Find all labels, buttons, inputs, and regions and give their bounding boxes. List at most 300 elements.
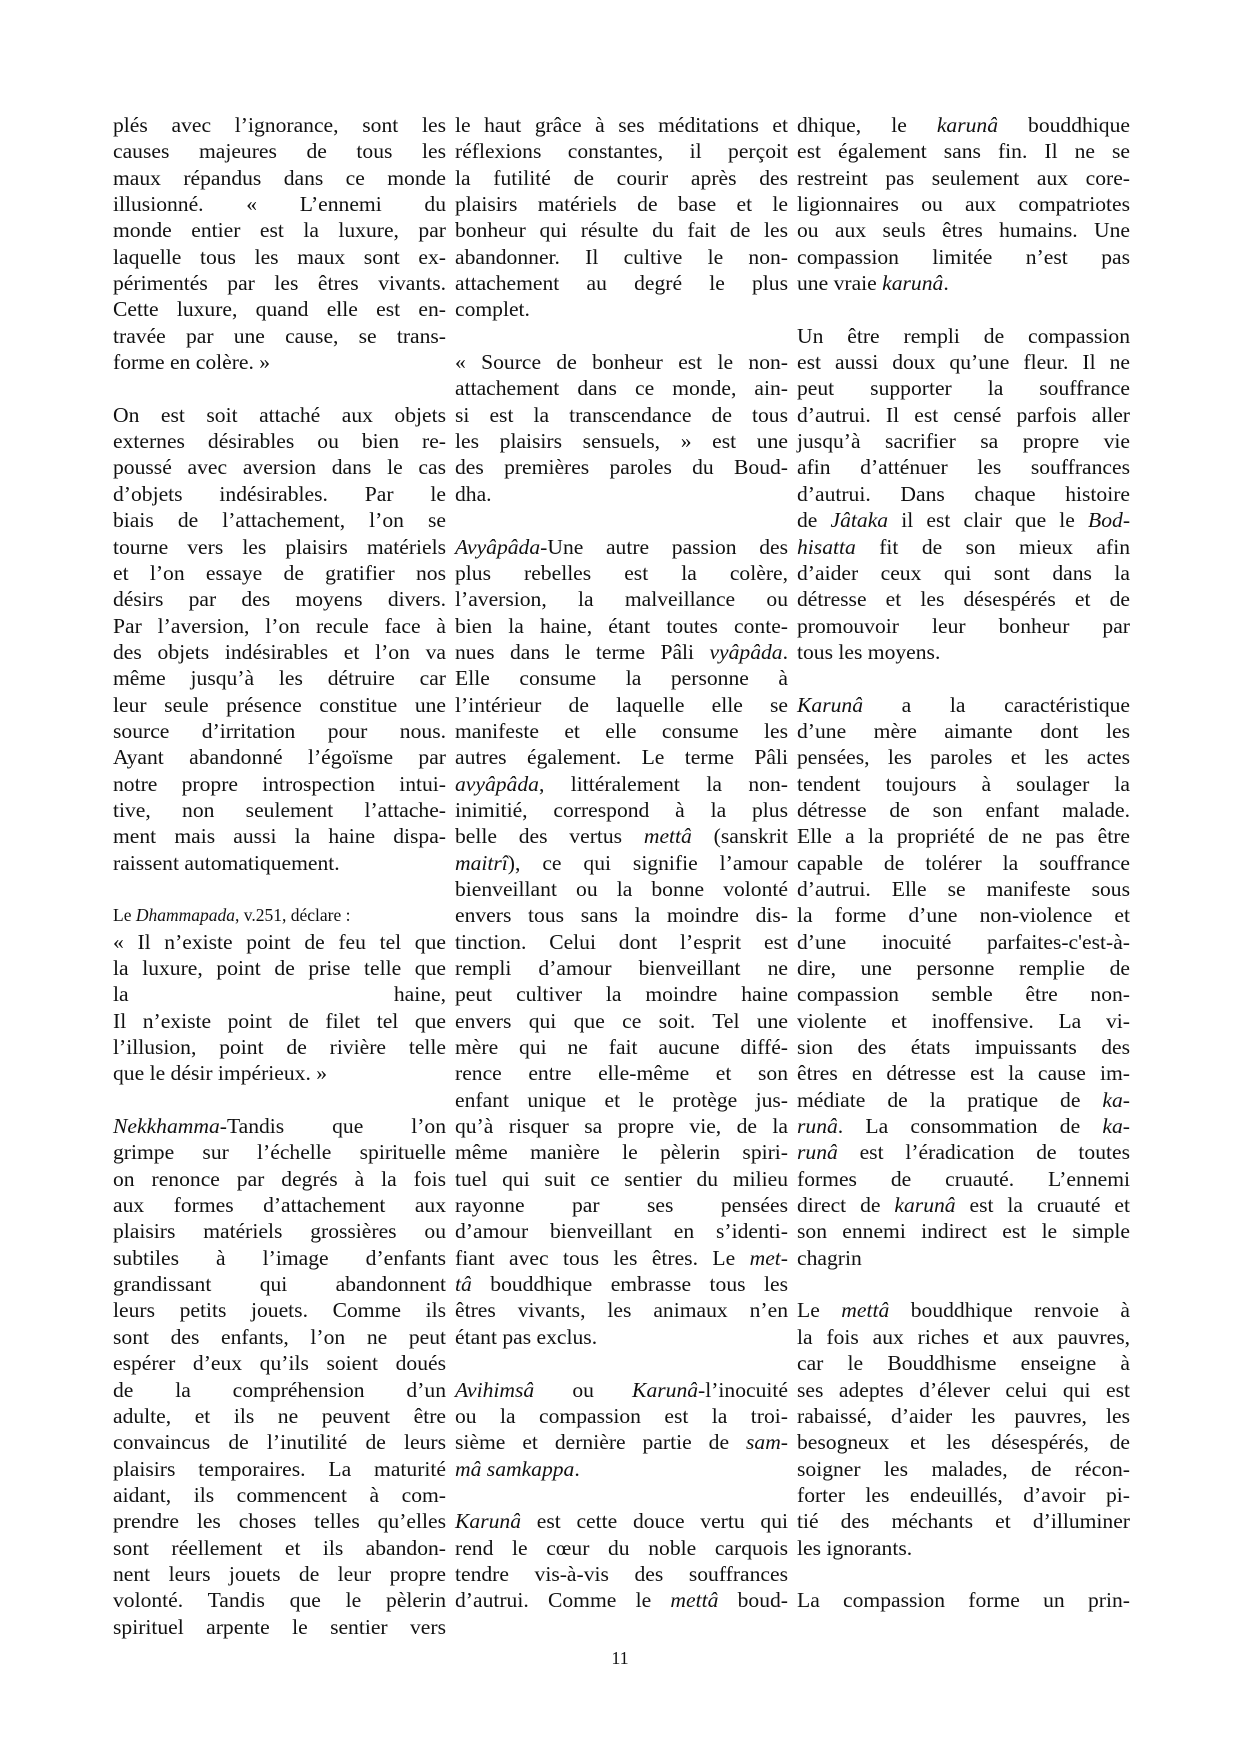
italic-term: Bod- bbox=[1088, 508, 1131, 533]
paragraph bbox=[455, 112, 788, 323]
text-run: des objets indésirables et l’on va bbox=[113, 639, 446, 664]
text-line bbox=[113, 296, 446, 322]
italic-term: met- bbox=[749, 1245, 788, 1270]
text-run: grimpe sur l’échelle spirituelle bbox=[113, 1140, 446, 1165]
text-line bbox=[797, 1377, 1130, 1403]
text-line bbox=[797, 1535, 1130, 1561]
text-line bbox=[113, 244, 446, 270]
paragraph bbox=[797, 1297, 1130, 1560]
text-run: les ignorants. bbox=[797, 1535, 913, 1560]
text-run: rabaissé, d’aider les pauvres, les bbox=[797, 1403, 1130, 1428]
text-line bbox=[797, 217, 1130, 243]
text-run: promouvoir leur bonheur par bbox=[797, 613, 1130, 638]
text-line bbox=[797, 507, 1130, 533]
italic-term: Avihimsâ bbox=[455, 1377, 535, 1402]
text-run: enfant unique et le protège jus- bbox=[455, 1087, 788, 1112]
text-run: . La consommation de bbox=[837, 1114, 1103, 1139]
text-run: la futilité de courir après des bbox=[455, 165, 788, 190]
text-line bbox=[113, 138, 446, 164]
text-run: de la compréhension d’un bbox=[113, 1377, 446, 1402]
text-line bbox=[797, 375, 1130, 401]
text-run: même jusqu’à les détruire car bbox=[113, 666, 446, 691]
text-line bbox=[113, 1614, 446, 1640]
text-run: manifeste et elle consume les bbox=[455, 718, 788, 743]
text-line bbox=[113, 560, 446, 586]
text-run: les plaisirs sensuels, » est une bbox=[455, 429, 788, 454]
text-line bbox=[455, 771, 788, 797]
paragraph bbox=[797, 692, 1130, 1272]
text-run: sont réellement et ils abandon- bbox=[113, 1535, 446, 1560]
italic-term: karunâ bbox=[894, 1193, 956, 1218]
text-run: périmentés par les êtres vivants. bbox=[113, 271, 446, 296]
text-run: Elle consume la personne à bbox=[455, 666, 788, 691]
text-run: l’aversion, la malveillance ou bbox=[455, 587, 788, 612]
text-line bbox=[113, 1403, 446, 1429]
text-line bbox=[113, 692, 446, 718]
text-run: direct de bbox=[797, 1193, 895, 1218]
text-line bbox=[113, 191, 446, 217]
text-line bbox=[455, 296, 788, 322]
text-run: aux formes d’attachement aux bbox=[113, 1193, 446, 1218]
text-run: est l’éradication de toutes bbox=[837, 1140, 1130, 1165]
text-line bbox=[455, 1508, 788, 1534]
text-run: attachement dans ce monde, ain- bbox=[455, 376, 788, 401]
text-line bbox=[797, 1508, 1130, 1534]
text-run: l’intérieur de laquelle elle se bbox=[455, 692, 788, 717]
text-run: rempli d’amour bienveillant ne bbox=[455, 956, 788, 980]
text-run: de bbox=[797, 508, 831, 533]
text-line bbox=[113, 454, 446, 480]
text-line bbox=[113, 1456, 446, 1482]
text-line bbox=[113, 217, 446, 243]
text-run: bonheur qui résulte du fait de les bbox=[455, 218, 788, 243]
text-line bbox=[455, 823, 788, 849]
text-line bbox=[797, 112, 1130, 138]
text-run: des premières paroles du Boud- bbox=[455, 455, 788, 480]
text-line bbox=[797, 1456, 1130, 1482]
text-line bbox=[797, 692, 1130, 718]
text-run: formes de cruauté. L’ennemi bbox=[797, 1166, 1130, 1191]
text-run: restreint pas seulement aux core- bbox=[797, 165, 1130, 190]
text-run: le haut grâce à ses méditations et bbox=[455, 113, 788, 137]
text-line bbox=[797, 1166, 1130, 1192]
text-line bbox=[797, 1324, 1130, 1350]
text-run: Ayant abandonné l’égoïsme par bbox=[113, 745, 446, 770]
text-run: tinction. Celui dont l’esprit est bbox=[455, 929, 788, 954]
text-run: sion des états impuissants des bbox=[797, 1035, 1130, 1060]
text-run: -l’inocuité bbox=[698, 1377, 788, 1402]
text-run: peut supporter la souffrance bbox=[797, 376, 1130, 401]
text-run: mère qui ne fait aucune diffé- bbox=[455, 1035, 788, 1060]
italic-term: Dhammapada bbox=[135, 905, 236, 926]
text-run: . bbox=[943, 271, 949, 296]
text-line bbox=[455, 1218, 788, 1244]
text-run: d’objets indésirables. Par le bbox=[113, 481, 446, 506]
text-run: et l’on essaye de gratifier nos bbox=[113, 560, 446, 585]
quote-attribution bbox=[113, 902, 446, 928]
text-run: . bbox=[574, 1456, 580, 1481]
text-run: est la cruauté et bbox=[955, 1193, 1130, 1218]
text-run: aidant, ils commencent à com- bbox=[113, 1482, 446, 1507]
text-run: ou aux seuls êtres humains. Une bbox=[797, 218, 1130, 243]
text-run: Le bbox=[797, 1298, 842, 1323]
text-line bbox=[455, 1429, 788, 1455]
text-run: d’aider ceux qui sont dans la bbox=[797, 560, 1130, 585]
text-run: maux répandus dans ce monde bbox=[113, 165, 446, 190]
text-run: travée par une cause, se trans- bbox=[113, 323, 446, 348]
text-run: une vraie bbox=[797, 271, 883, 296]
text-line bbox=[797, 1008, 1130, 1034]
text-line bbox=[797, 244, 1130, 270]
text-line bbox=[797, 191, 1130, 217]
italic-term: hisatta bbox=[797, 534, 856, 559]
text-line bbox=[455, 1113, 788, 1139]
text-line bbox=[797, 823, 1130, 849]
text-run: sont des enfants, l’on ne peut bbox=[113, 1324, 446, 1349]
text-run: la fois aux riches et aux pauvres, bbox=[797, 1324, 1130, 1349]
text-line bbox=[455, 1034, 788, 1060]
text-line bbox=[797, 428, 1130, 454]
text-line bbox=[797, 349, 1130, 375]
paragraph bbox=[455, 349, 788, 507]
text-line bbox=[113, 507, 446, 533]
paragraph bbox=[113, 112, 446, 375]
text-line bbox=[113, 718, 446, 744]
text-run: rend le cœur du noble carquois bbox=[455, 1535, 788, 1560]
text-run: Un être rempli de compassion bbox=[797, 323, 1130, 348]
text-run: envers tous sans la moindre dis- bbox=[455, 903, 788, 928]
paragraph bbox=[797, 112, 1130, 296]
text-run: tendre vis-à-vis des souffrances bbox=[455, 1561, 788, 1586]
text-line bbox=[797, 639, 1130, 665]
text-run: bouddhique renvoie à bbox=[889, 1298, 1130, 1323]
text-line bbox=[455, 270, 788, 296]
text-line bbox=[113, 1324, 446, 1350]
text-line bbox=[113, 1166, 446, 1192]
text-line bbox=[797, 1429, 1130, 1455]
text-run: grandissant qui abandonnent bbox=[113, 1272, 446, 1297]
italic-term: sam- bbox=[746, 1430, 788, 1455]
text-run: monde entier est la luxure, par bbox=[113, 218, 446, 243]
text-line bbox=[113, 823, 446, 849]
text-run: ligionnaires ou aux compatriotes bbox=[797, 192, 1130, 217]
text-line bbox=[455, 402, 788, 428]
text-line bbox=[797, 270, 1130, 296]
text-run: causes majeures de tous les bbox=[113, 139, 446, 164]
text-line bbox=[113, 744, 446, 770]
text-run: laquelle tous les maux sont ex- bbox=[113, 244, 446, 269]
text-line bbox=[455, 349, 788, 375]
text-run: d’une inocuité parfaites-c'est-à- bbox=[797, 929, 1130, 954]
text-run: raissent automatiquement. bbox=[113, 850, 340, 875]
text-run: plus rebelles est la colère, bbox=[455, 560, 788, 585]
text-run: d’autrui. Comme le bbox=[455, 1588, 671, 1613]
italic-term: Karunâ bbox=[797, 692, 863, 717]
text-line bbox=[455, 665, 788, 691]
text-column-3 bbox=[797, 112, 1130, 1640]
text-run: autres également. Le terme Pâli bbox=[455, 745, 788, 770]
text-run: forter les endeuillés, d’avoir pi- bbox=[797, 1482, 1130, 1507]
text-line bbox=[113, 665, 446, 691]
text-line bbox=[455, 481, 788, 507]
text-line bbox=[797, 454, 1130, 480]
text-run: tive, non seulement l’attache- bbox=[113, 797, 446, 822]
text-run: « Source de bonheur est le non- bbox=[455, 350, 788, 375]
paragraph bbox=[455, 534, 788, 1351]
text-line bbox=[113, 1350, 446, 1376]
text-run: tuel qui suit ce sentier du milieu bbox=[455, 1166, 788, 1191]
text-line bbox=[113, 1561, 446, 1587]
text-line bbox=[797, 138, 1130, 164]
text-line bbox=[797, 771, 1130, 797]
text-run: désirs par des moyens divers. bbox=[113, 587, 446, 612]
text-run: bien la haine, étant toutes conte- bbox=[455, 613, 788, 638]
text-column-1 bbox=[113, 112, 446, 1666]
italic-term: Karunâ bbox=[455, 1509, 521, 1534]
italic-term: mettâ bbox=[643, 824, 692, 849]
text-line bbox=[455, 375, 788, 401]
italic-term: Jâtaka bbox=[830, 508, 889, 533]
text-line bbox=[797, 1060, 1130, 1086]
text-line bbox=[797, 1297, 1130, 1323]
text-line bbox=[797, 1482, 1130, 1508]
text-line bbox=[113, 1060, 446, 1086]
paragraph bbox=[113, 1113, 446, 1640]
text-line bbox=[455, 1535, 788, 1561]
text-line bbox=[797, 560, 1130, 586]
text-line bbox=[797, 1403, 1130, 1429]
text-run: source d’irritation pour nous. bbox=[113, 718, 446, 743]
text-line bbox=[113, 323, 446, 349]
text-line bbox=[113, 1034, 446, 1060]
text-line bbox=[455, 876, 788, 902]
text-run: leur seule présence constitue une bbox=[113, 692, 446, 717]
text-run: son ennemi indirect est le simple bbox=[797, 1219, 1130, 1244]
text-line bbox=[113, 349, 446, 375]
text-line bbox=[455, 1060, 788, 1086]
italic-term: Avyâpâda bbox=[455, 534, 541, 559]
text-run: leurs petits jouets. Comme ils bbox=[113, 1298, 446, 1323]
text-line bbox=[455, 1587, 788, 1613]
text-run: la haine, bbox=[113, 982, 446, 1007]
text-line bbox=[455, 428, 788, 454]
text-run: boud- bbox=[718, 1588, 788, 1613]
text-line bbox=[455, 902, 788, 928]
text-run: d’une mère aimante dont les bbox=[797, 718, 1130, 743]
text-line bbox=[797, 744, 1130, 770]
italic-term: mettâ bbox=[841, 1298, 890, 1323]
text-line bbox=[455, 850, 788, 876]
text-line bbox=[113, 428, 446, 454]
text-run: plaisirs matériels grossières ou bbox=[113, 1219, 446, 1244]
text-line bbox=[113, 1008, 446, 1034]
text-run: plaisirs temporaires. La maturité bbox=[113, 1456, 446, 1481]
page-number: 11 bbox=[611, 1648, 629, 1668]
text-line bbox=[455, 560, 788, 586]
text-line bbox=[797, 1087, 1130, 1113]
text-line bbox=[113, 1482, 446, 1508]
paragraph bbox=[797, 1587, 1130, 1613]
italic-term: karunâ bbox=[936, 113, 998, 137]
text-run: ses adeptes d’élever celui qui est bbox=[797, 1377, 1130, 1402]
text-line bbox=[455, 1403, 788, 1429]
text-run: ment mais aussi la haine dispa- bbox=[113, 824, 446, 849]
text-line bbox=[455, 692, 788, 718]
italic-term: runâ bbox=[797, 1140, 838, 1165]
text-line bbox=[455, 797, 788, 823]
text-run: bienveillant ou la bonne volonté bbox=[455, 876, 788, 901]
text-run: afin d’atténuer les souffrances bbox=[797, 455, 1130, 480]
text-line bbox=[113, 850, 446, 876]
text-run: est cette douce vertu qui bbox=[521, 1509, 788, 1534]
text-run: externes désirables ou bien re- bbox=[113, 429, 446, 454]
text-run: forme en colère. » bbox=[113, 350, 271, 375]
text-run: tous les moyens. bbox=[797, 639, 941, 664]
text-run: rayonne par ses pensées bbox=[455, 1193, 788, 1218]
text-line bbox=[455, 639, 788, 665]
text-line bbox=[455, 165, 788, 191]
text-run: (sanskrit bbox=[691, 824, 789, 849]
text-line bbox=[455, 718, 788, 744]
text-run: tendent toujours à soulager la bbox=[797, 771, 1130, 796]
text-run: « Il n’existe point de feu tel que bbox=[113, 929, 446, 954]
text-run: Elle a la propriété de ne pas être bbox=[797, 824, 1130, 849]
text-run: dire, une personne remplie de bbox=[797, 956, 1130, 980]
text-line bbox=[455, 1297, 788, 1323]
text-line bbox=[113, 771, 446, 797]
text-line bbox=[797, 955, 1130, 981]
text-line bbox=[455, 955, 788, 981]
italic-term: mâ samkappa bbox=[455, 1456, 575, 1481]
text-line bbox=[797, 1245, 1130, 1271]
text-run: plaisirs matériels de base et le bbox=[455, 192, 788, 217]
text-run: la luxure, point de prise telle que bbox=[113, 956, 446, 980]
italic-term: karunâ bbox=[882, 271, 944, 296]
text-run: ou bbox=[534, 1377, 633, 1402]
text-line bbox=[113, 1377, 446, 1403]
text-run: on renonce par degrés à la fois bbox=[113, 1166, 446, 1191]
text-run: a la caractéristique bbox=[863, 692, 1130, 717]
text-run: biais de l’attachement, l’on se bbox=[113, 508, 446, 533]
text-line bbox=[113, 586, 446, 612]
text-line bbox=[455, 1245, 788, 1271]
text-run: pensées, les paroles et les actes bbox=[797, 745, 1130, 770]
text-run: réflexions constantes, il perçoit bbox=[455, 139, 788, 164]
text-run: bouddhique embrasse tous les bbox=[471, 1272, 788, 1297]
paragraph bbox=[455, 1377, 788, 1482]
text-run: fiant avec tous les êtres. Le bbox=[455, 1245, 750, 1270]
text-line bbox=[797, 929, 1130, 955]
text-run: spirituel arpente le sentier vers bbox=[113, 1614, 446, 1639]
text-line bbox=[455, 613, 788, 639]
text-run: envers qui que ce soit. Tel une bbox=[455, 1008, 788, 1033]
text-line bbox=[455, 1087, 788, 1113]
text-run: volonté. Tandis que le pèlerin bbox=[113, 1588, 446, 1613]
text-line bbox=[455, 1166, 788, 1192]
italic-term: vyâpâda bbox=[709, 639, 783, 664]
text-run: On est soit attaché aux objets bbox=[113, 402, 446, 427]
text-line bbox=[455, 191, 788, 217]
text-run: car le Bouddhisme enseigne à bbox=[797, 1351, 1130, 1376]
text-line bbox=[797, 402, 1130, 428]
text-line bbox=[113, 534, 446, 560]
text-line bbox=[797, 718, 1130, 744]
text-line bbox=[113, 613, 446, 639]
text-run: belle des vertus bbox=[455, 824, 644, 849]
text-line bbox=[113, 1245, 446, 1271]
italic-term: avyâpâda bbox=[455, 771, 539, 796]
text-line bbox=[455, 112, 788, 138]
text-run: êtres en détresse est la cause im- bbox=[797, 1061, 1130, 1086]
text-line bbox=[455, 1561, 788, 1587]
text-run: bouddhique bbox=[998, 113, 1130, 137]
text-run: chagrin bbox=[797, 1245, 862, 1270]
text-run: compassion limitée n’est pas bbox=[797, 244, 1130, 269]
text-run: dha. bbox=[455, 481, 492, 506]
text-run: peut cultiver la moindre haine bbox=[455, 982, 788, 1007]
text-line bbox=[797, 165, 1130, 191]
text-run: dhique, le bbox=[797, 113, 937, 137]
text-line bbox=[113, 112, 446, 138]
text-line bbox=[113, 481, 446, 507]
text-line bbox=[113, 1587, 446, 1613]
italic-term: Nekkhamma bbox=[113, 1114, 220, 1139]
text-run: espérer d’eux qu’ils soient doués bbox=[113, 1351, 446, 1376]
text-run: Cette luxure, quand elle est en- bbox=[113, 297, 446, 322]
text-line bbox=[113, 1508, 446, 1534]
text-run: sième et dernière partie de bbox=[455, 1430, 746, 1455]
text-run: -Une autre passion des bbox=[540, 534, 788, 559]
text-line bbox=[455, 217, 788, 243]
text-line bbox=[797, 1034, 1130, 1060]
text-run: -Tandis que l’on bbox=[219, 1114, 446, 1139]
text-line bbox=[113, 1218, 446, 1244]
text-line bbox=[113, 165, 446, 191]
text-line bbox=[797, 797, 1130, 823]
text-run: attachement au degré le plus bbox=[455, 271, 788, 296]
text-run: La compassion forme un prin- bbox=[797, 1588, 1130, 1613]
text-line bbox=[113, 402, 446, 428]
text-run: l’illusion, point de rivière telle bbox=[113, 1035, 446, 1060]
text-line bbox=[797, 1192, 1130, 1218]
text-line bbox=[113, 929, 446, 955]
italic-term: mettâ bbox=[670, 1588, 719, 1613]
text-line bbox=[455, 1271, 788, 1297]
text-run: nent leurs jouets de leur propre bbox=[113, 1561, 446, 1586]
text-run: jusqu’à sacrifier sa propre vie bbox=[797, 429, 1130, 454]
text-run: . bbox=[782, 639, 788, 664]
text-run: ou la compassion est la troi- bbox=[455, 1403, 788, 1428]
text-run: Il n’existe point de filet tel que bbox=[113, 1008, 446, 1033]
text-run: illusionné. « L’ennemi du bbox=[113, 192, 446, 217]
text-line bbox=[797, 1113, 1130, 1139]
text-run: convaincus de l’inutilité de leurs bbox=[113, 1430, 446, 1455]
italic-term: tâ bbox=[455, 1272, 472, 1297]
text-run: plés avec l’ignorance, sont les bbox=[113, 113, 446, 137]
text-line bbox=[455, 1192, 788, 1218]
text-line bbox=[455, 1008, 788, 1034]
text-line bbox=[113, 902, 446, 928]
text-line bbox=[455, 1139, 788, 1165]
text-run: , v.251, déclare : bbox=[235, 905, 351, 926]
text-line bbox=[797, 323, 1130, 349]
text-line bbox=[113, 797, 446, 823]
text-run: adulte, et ils ne peuvent être bbox=[113, 1403, 446, 1428]
text-line bbox=[113, 1297, 446, 1323]
text-run: violente et inoffensive. La vi- bbox=[797, 1008, 1130, 1033]
text-line bbox=[113, 1429, 446, 1455]
text-run: Le bbox=[113, 905, 136, 926]
